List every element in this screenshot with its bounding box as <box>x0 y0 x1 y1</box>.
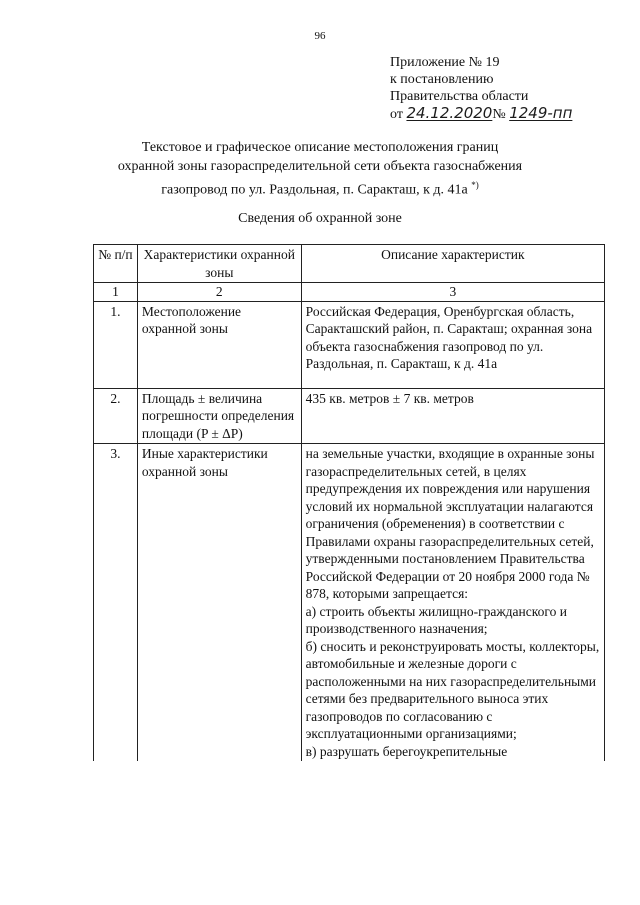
header-description: Описание характеристик <box>301 245 604 283</box>
column-number: 2 <box>137 283 301 302</box>
row-characteristic: Площадь ± величина погрешности определения площади (P ± ΔP) <box>137 388 301 444</box>
title-line-2: охранной зоны газораспределительной сети объекта газоснабжения <box>117 159 523 174</box>
document-title <box>0 138 640 200</box>
appendix-line-2: к постановлению <box>390 72 494 87</box>
from-label: от <box>390 107 403 122</box>
description-paragraph: а) строить объекты жилищно-гражданского и производственного назначения; <box>305 603 567 636</box>
column-number: 3 <box>301 283 604 302</box>
handwritten-number: 1249-пп <box>509 104 573 122</box>
handwritten-date: 24.12.2020 <box>406 104 493 122</box>
appendix-line-1: Приложение № 19 <box>390 55 500 70</box>
description-paragraph: б) сносить и реконструировать мосты, коллекторы, автомобильные и железные дороги с расположенными на них газораспределительными сетями без предварительного выноса этих газопроводов по согласованию с эксплуатационными организациями; <box>305 638 600 741</box>
page-number: 96 <box>314 30 326 42</box>
table-row <box>94 301 605 388</box>
appendix-header <box>390 54 572 123</box>
footnote-mark: *) <box>471 180 479 190</box>
row-characteristic: Иные характеристики охранной зоны <box>137 444 301 762</box>
title-line-1: Текстовое и графическое описание местоположения границ <box>141 140 499 155</box>
column-number-row <box>94 283 605 302</box>
protection-zone-table <box>93 244 605 761</box>
row-description <box>301 444 604 762</box>
row-number: 2. <box>94 388 138 444</box>
table-row <box>94 388 605 444</box>
description-paragraph: в) разрушать берегоукрепительные <box>305 743 508 759</box>
row-number: 1. <box>94 301 138 388</box>
table-header-row <box>94 245 605 283</box>
row-characteristic: Местоположение охранной зоны <box>137 301 301 388</box>
appendix-line-3: Правительства области <box>390 89 529 104</box>
row-description: 435 кв. метров ± 7 кв. метров <box>301 388 604 444</box>
header-num: № п/п <box>94 245 138 283</box>
header-characteristic: Характеристики охранной зоны <box>137 245 301 283</box>
row-number: 3. <box>94 444 138 762</box>
description-paragraph: на земельные участки, входящие в охранные зоны газораспределительных сетей, в целях предупреждения их повреждения или нарушения условий их нормальной эксплуатации налагаются ограничения (обременения) в соответствии с Правилами охраны газораспределительных сетей, утвержденными постановлением Правительства Российской Федерации от 20 ноября 2000 года № 878, которыми запрещается: <box>305 446 595 601</box>
appendix-date-line <box>390 105 572 123</box>
column-number: 1 <box>94 283 138 302</box>
table-row <box>94 444 605 762</box>
section-subtitle: Сведения об охранной зоне <box>238 211 402 226</box>
number-label: № <box>492 107 506 122</box>
title-line-3 <box>0 176 640 200</box>
row-description: Российская Федерация, Оренбургская область, Саракташский район, п. Саракташ; охранная зона объекта газоснабжения газопровод по ул. Раздольная, п. Саракташ, к д. 41а <box>301 301 604 388</box>
title-line-3-text: газопровод по ул. Раздольная, п. Саракташ, к д. 41а <box>161 182 468 198</box>
